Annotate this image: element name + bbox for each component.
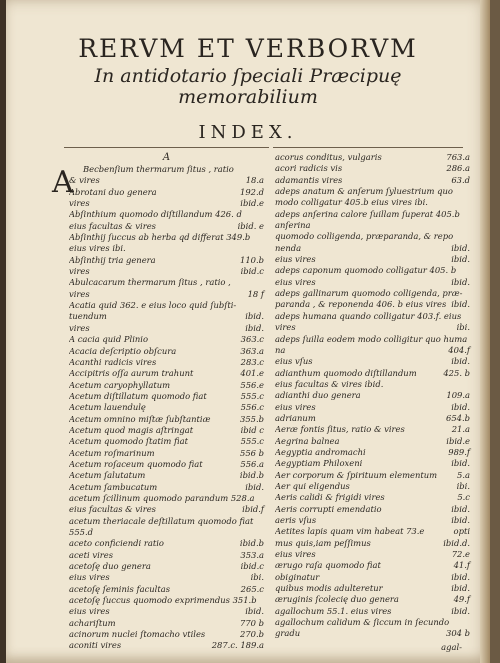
drop-capital: A (52, 165, 74, 200)
index-entry (69, 311, 264, 322)
entry-reference: 18 f (247, 288, 264, 299)
entry-text: Aetites lapis quam vim habeat 73.e (275, 526, 425, 537)
index-entry (69, 561, 264, 572)
entry-text: adeps ſuilla eodem modo colligitur quo huma (275, 333, 468, 344)
entry-text: mus quis,iam peſſimus (275, 537, 371, 548)
index-entry (69, 380, 264, 391)
index-entry (275, 492, 470, 503)
index-entry (69, 198, 264, 209)
entry-text: paranda , & reponenda 406. b eius vires (275, 299, 447, 310)
entry-text: Abſinthij tria genera (69, 254, 156, 265)
index-entry (275, 549, 470, 560)
index-column-left (69, 152, 264, 652)
entry-text: Acetum quomodo ſtatim fiat (69, 436, 188, 447)
entry-reference: ibi. (250, 572, 264, 583)
index-entry (69, 606, 264, 617)
entry-text: acinorum nuclei ſtomacho vtiles (69, 629, 206, 640)
index-entry (69, 323, 264, 334)
entry-reference: 555.c (240, 390, 264, 401)
entry-text: vires (69, 288, 90, 299)
index-heading: INDEX. (198, 122, 298, 143)
entry-reference: 353.a (240, 549, 264, 560)
index-entry (69, 209, 264, 220)
entry-text: adianthum quomodo diſtillandum (275, 367, 417, 378)
entry-text: Abulcacarum thermarum ſitus , ratio , (69, 277, 231, 288)
entry-text: adrianum (275, 412, 316, 423)
entry-text: Acanthi radicis vires (69, 356, 157, 367)
entry-text: achariſtum (69, 617, 116, 628)
entry-text: acori radicis vis (275, 163, 343, 174)
index-entry (275, 254, 470, 265)
entry-text: vires (69, 198, 90, 209)
entry-text: modo colligatur 405.b eius vires ibi. (275, 197, 428, 208)
index-entry (275, 186, 470, 197)
index-entry (69, 640, 264, 651)
entry-text: Aegyptia andromachi (275, 446, 366, 457)
book-page (6, 0, 490, 663)
index-entry (69, 346, 264, 357)
page-subtitle (6, 66, 490, 108)
entry-reference: ibid. (451, 299, 470, 310)
entry-text: adianthi duo genera (275, 390, 361, 401)
entry-text: aconiti vires (69, 640, 122, 651)
entry-text: anſerina (275, 220, 311, 231)
index-entry (275, 458, 470, 469)
entry-reference: ibid. (451, 515, 470, 525)
entry-reference: 63.d (451, 174, 470, 185)
entry-reference: ibid c (240, 424, 264, 435)
entry-reference: ibid. (245, 606, 264, 617)
entry-reference: ibi. (456, 322, 470, 333)
index-entry (275, 299, 470, 310)
entry-text: Acetum lauendulę (69, 402, 146, 413)
entry-text: Aeræ fontis ſitus, ratio & vires (275, 424, 405, 435)
index-entry (69, 164, 264, 175)
index-entry (69, 187, 264, 198)
entry-reference: 556.c (240, 402, 264, 413)
entry-text: nenda (275, 242, 302, 253)
index-entry (275, 628, 470, 639)
entry-reference: 41.f (453, 560, 470, 571)
entry-reference: 286.a (446, 163, 470, 174)
entry-reference: ibid.e (240, 198, 264, 209)
index-entry (275, 345, 470, 356)
entry-text: quomodo colligenda, præparanda, & repo (275, 231, 454, 242)
entry-text: Acetum omnino miſtæ ſubſtantiæ (69, 413, 211, 424)
index-entry (275, 515, 470, 526)
entry-text: A cacia quid Plinio (69, 334, 148, 345)
index-entry (275, 311, 470, 322)
index-entry (275, 560, 470, 571)
index-entry (69, 504, 264, 515)
index-entry (69, 538, 264, 549)
entry-text: obiginatur (275, 571, 320, 582)
index-entry (69, 448, 264, 459)
entry-reference: 49.f (453, 594, 470, 605)
index-entry (69, 550, 264, 561)
index-entry (69, 391, 264, 402)
entry-text: eius vires (275, 549, 316, 560)
entry-text: Acetum diſtillatum quomodo fiat (69, 390, 207, 401)
rule-left (64, 147, 269, 148)
index-entry (69, 618, 264, 629)
index-entry (69, 629, 264, 640)
entry-reference: ibid. (245, 481, 264, 492)
index-entry (275, 175, 470, 186)
entry-text: acetoſę duo genera (69, 561, 151, 572)
index-entry (275, 447, 470, 458)
entry-reference: 304 b (445, 628, 470, 639)
index-entry (275, 277, 470, 288)
page-title: RERVM ET VERBORVM (78, 34, 418, 63)
entry-reference: 763.a (446, 152, 470, 162)
entry-reference: 21.a (451, 424, 470, 435)
entry-text: Aegrina balnea (275, 435, 340, 446)
entry-text: eius facultas & vires (69, 220, 156, 231)
index-entry (275, 322, 470, 333)
subtitle-line-2: memorabilium (178, 86, 318, 108)
entry-text: gradu (275, 628, 301, 639)
entry-text: adeps gallinarum quomodo colligenda, præ- (275, 288, 463, 299)
index-entry (275, 594, 470, 605)
index-entry (69, 277, 264, 288)
entry-text: agallochum calidum & ſiccum in ſecundo (275, 617, 450, 628)
entry-reference: ibid. (451, 458, 470, 469)
index-entry (69, 175, 264, 186)
entry-reference: ibid.d. (443, 537, 470, 548)
entry-text: Acetum caryophyllatum (69, 379, 171, 390)
index-entry (69, 425, 264, 436)
entry-reference: 401.e (240, 368, 264, 379)
index-entry (275, 163, 470, 174)
entry-reference: 654.b (445, 412, 470, 423)
entry-text: adamantis vires (275, 174, 343, 185)
index-entry (69, 402, 264, 413)
entry-text: Aer corporum & ſpirituum elementum (275, 469, 438, 480)
index-entry (69, 414, 264, 425)
entry-reference: ibid. (245, 311, 264, 322)
index-entry (69, 572, 264, 583)
index-entry (275, 231, 470, 242)
index-entry (69, 527, 264, 538)
entry-text: Aeris corrupti emendatio (275, 503, 382, 514)
index-entry (275, 413, 470, 424)
index-entry (275, 606, 470, 617)
entry-text: acorus conditus, vulgaris (275, 152, 382, 162)
entry-text: eius vires ibi. (69, 243, 126, 254)
entry-text: Acetum ſambucatum (69, 481, 158, 492)
entry-reference: ibid.f (242, 504, 264, 515)
entry-text: Acetum ſalutatum (69, 470, 146, 481)
entry-reference: 283.c (240, 356, 264, 367)
entry-reference: ibid. (451, 401, 470, 412)
entry-reference: 556.e (240, 379, 264, 390)
index-entry (275, 288, 470, 299)
index-entry (275, 617, 470, 628)
entry-text: eius facultas & vires ibid. (275, 378, 384, 389)
entry-reference: ibid. (451, 571, 470, 582)
entry-reference: 770 b (239, 617, 264, 628)
index-entry (275, 390, 470, 401)
entry-reference: 404.f (448, 344, 470, 355)
index-entry (275, 368, 470, 379)
index-entry (275, 504, 470, 515)
entry-reference: ibid. (451, 254, 470, 265)
entry-text: aeris vſus (275, 515, 317, 525)
entry-text: Aegyptiam Philoxeni (275, 458, 363, 469)
entry-text: Accipitris oſſa aurum trahunt (69, 368, 194, 379)
entry-reference: 192.d (239, 186, 264, 197)
entry-text: adeps humana quando colligatur 403.f. eius (275, 310, 462, 321)
entry-reference: ibid. (451, 583, 470, 594)
entry-text: adeps anſerina calore ſuillam ſuperat 405.b (275, 208, 460, 219)
catchword: agal- (441, 642, 462, 652)
index-entry (275, 470, 470, 481)
index-entry (275, 436, 470, 447)
entry-text: Abſinthium quomodo diſtillandum 426. d (69, 209, 242, 220)
entry-reference: ibid.c (240, 561, 264, 572)
entry-reference: 989.f (448, 446, 470, 457)
index-entry (275, 152, 470, 163)
entry-text: eius vires (69, 572, 110, 583)
index-entry (69, 595, 264, 606)
entry-reference: ibid.b (239, 470, 264, 481)
entry-text: aceti vires (69, 549, 114, 560)
entry-reference: ibid. (451, 356, 470, 367)
entry-reference: 363.a (240, 345, 264, 356)
entry-text: vires (69, 266, 90, 277)
index-entry (275, 526, 470, 537)
entry-reference: 556.a (240, 458, 264, 469)
entry-text: æruginis ſcolecię duo genera (275, 594, 399, 605)
index-entry (275, 356, 470, 367)
entry-text: agallochum 55.1. eius vires (275, 605, 392, 616)
index-entry (69, 266, 264, 277)
entry-reference: ibid. (451, 503, 470, 514)
index-entry (69, 368, 264, 379)
index-column-right (275, 152, 470, 640)
index-entry (69, 584, 264, 595)
entry-reference: 110.b (239, 254, 264, 265)
entry-reference: 363.c (240, 334, 264, 345)
entry-reference: 5.c (457, 492, 470, 503)
entry-text: & vires (69, 175, 100, 186)
index-entry (275, 583, 470, 594)
entry-reference: 555.c (240, 436, 264, 447)
section-letter: A (162, 152, 171, 163)
entry-text: acetum ſcillinum quomodo parandum 528.a (69, 492, 255, 503)
entry-text: Abrotani duo genera (69, 186, 157, 197)
index-entry (69, 482, 264, 493)
entry-text: Becbenſium thermarum ſitus , ratio (83, 164, 234, 174)
rule-right (273, 147, 463, 148)
entry-reference: ibid. (451, 605, 470, 616)
index-entry (275, 197, 470, 208)
index-entry (69, 436, 264, 447)
index-entry (69, 221, 264, 232)
entry-text: eius vires (275, 254, 316, 265)
index-entry (69, 255, 264, 266)
entry-reference: 109.a (446, 390, 470, 401)
index-entry (69, 289, 264, 300)
index-entry (275, 538, 470, 549)
entry-reference: 18.a (245, 175, 264, 186)
subtitle-line-1: In antidotario ſpeciali Præcipuę (94, 65, 402, 87)
index-entry (275, 481, 470, 492)
entry-reference: 355.b (239, 413, 264, 424)
index-entry (69, 300, 264, 311)
entry-text: Abſinthij ſuccus ab herba qd differat 349.b (69, 232, 251, 243)
index-entry (69, 357, 264, 368)
entry-reference: 425. b (443, 367, 470, 378)
entry-text: 555.d (69, 527, 94, 537)
index-entry (275, 209, 470, 220)
entry-text: eius vires (275, 401, 316, 412)
entry-text: Acetum roſmarinum (69, 447, 155, 458)
entry-reference: ibid. (451, 242, 470, 253)
entry-text: adeps caponum quomodo colligatur 405. b (275, 265, 457, 276)
index-entry (69, 470, 264, 481)
entry-reference: ibid.e (446, 435, 470, 446)
entry-text: Acatia quid 362. e eius loco quid ſubſti- (69, 300, 237, 311)
entry-reference: opti (453, 526, 470, 537)
entry-text: Acacia deſcriptio obſcura (69, 345, 177, 356)
index-entry (275, 334, 470, 345)
entry-text: vires (69, 322, 90, 333)
index-entry (275, 265, 470, 276)
entry-text: eius facultas & vires (69, 504, 156, 515)
entry-text: Aer qui eligendus (275, 480, 350, 491)
index-entry (69, 334, 264, 345)
entry-text: eius vires (69, 606, 110, 617)
index-entry (69, 232, 264, 243)
entry-reference: 270.b (239, 629, 264, 640)
entry-text: acetoſę ſeminis facultas (69, 583, 170, 594)
entry-reference: ibid. e (237, 220, 264, 231)
entry-text: Acetum roſaceum quomodo fiat (69, 458, 203, 469)
index-entry (275, 243, 470, 254)
entry-reference: 556 b (239, 447, 264, 458)
entry-reference: ibid. (245, 322, 264, 333)
entry-reference: ibid.c (240, 266, 264, 277)
entry-reference: ibid. (451, 276, 470, 287)
index-entry (69, 243, 264, 254)
entry-reference: 72.e (451, 549, 470, 560)
entry-text: eius vires (275, 276, 316, 287)
entry-reference: 287.c. 189.a (211, 640, 264, 651)
entry-reference: 265.c (240, 583, 264, 594)
index-entry (275, 572, 470, 583)
entry-text: acetum theriacale deſtillatum quomodo fiat (69, 515, 254, 526)
index-entry (69, 516, 264, 527)
entry-text: Aeris calidi & frigidi vires (275, 492, 385, 503)
entry-text: adeps anatum & anſerum ſyluestrium quo (275, 186, 453, 197)
index-entry (69, 493, 264, 504)
index-entry (275, 402, 470, 413)
entry-text: acetoſę ſuccus quomodo exprimendus 351.b (69, 595, 257, 606)
entry-text: tuendum (69, 311, 107, 322)
index-entry (275, 220, 470, 231)
entry-reference: ibid.b (239, 538, 264, 549)
entry-text: vires (275, 322, 296, 333)
index-entry (275, 424, 470, 435)
entry-text: aceto conficiendi ratio (69, 538, 164, 549)
index-entry (69, 459, 264, 470)
entry-text: quibus modis adulteretur (275, 583, 383, 594)
index-entry (275, 379, 470, 390)
entry-text: Acetum quod magis aſtringat (69, 424, 194, 435)
entry-text: ærugo raſa quomodo fiat (275, 560, 381, 571)
entry-text: na (275, 344, 286, 355)
entry-reference: 5.a (457, 469, 470, 480)
entry-reference: ibi. (456, 480, 470, 491)
entry-text: eius vſus (275, 356, 313, 367)
